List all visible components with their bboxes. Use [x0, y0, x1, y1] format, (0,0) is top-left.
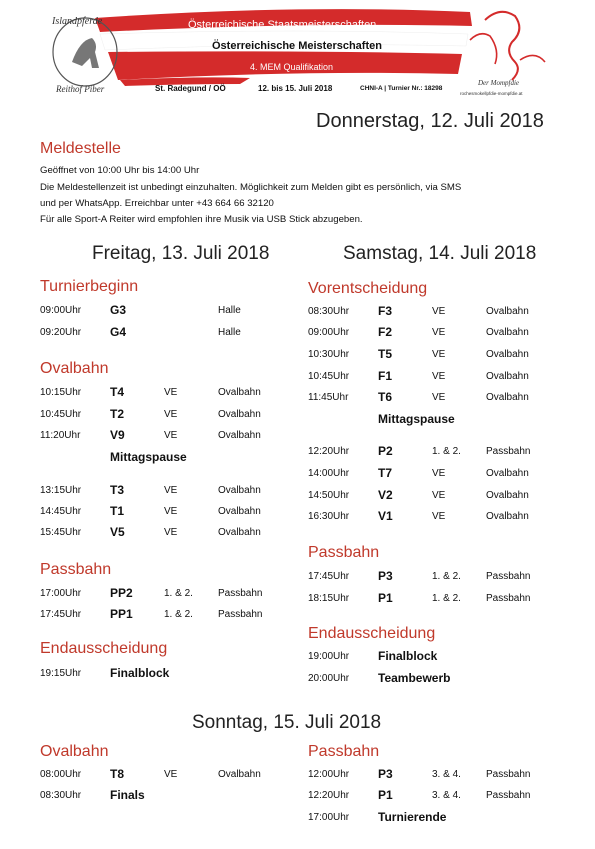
event-class: VE [432, 392, 446, 403]
schedule-row [308, 371, 538, 385]
event-place: Passbahn [218, 588, 263, 599]
schedule-row [308, 812, 538, 826]
meldestelle-line: Für alle Sport-A Reiter wird empfohlen ihre Musik via USB Stick abzugeben. [40, 214, 363, 225]
event-place: Ovalbahn [218, 387, 261, 398]
event-class: 1. & 2. [432, 571, 461, 582]
event-place: Ovalbahn [218, 506, 261, 517]
section-meldestelle: Meldestelle [40, 140, 121, 157]
section-title: Vorentscheidung [308, 280, 428, 297]
schedule-row [308, 392, 538, 406]
schedule-row [40, 790, 270, 804]
event-code: V1 [378, 509, 393, 523]
event-time: 08:00Uhr [40, 769, 82, 780]
day-heading-friday: Freitag, 13. Juli 2018 [92, 243, 270, 264]
event-class: VE [164, 387, 178, 398]
logo-right-url: rochesmokellpfdie-mompfdie.at [460, 91, 523, 96]
event-time: 13:15Uhr [40, 485, 82, 496]
event-place: Passbahn [486, 593, 531, 604]
event-time: 18:15Uhr [308, 593, 350, 604]
logo-right-name: Der Mompfdie [478, 79, 520, 87]
event-place: Ovalbahn [486, 371, 529, 382]
header-banner [0, 0, 595, 105]
event-code: T2 [110, 407, 125, 421]
section-title: Ovalbahn [40, 360, 109, 377]
event-time: 15:45Uhr [40, 527, 82, 538]
event-place: Ovalbahn [486, 306, 529, 317]
event-place: Ovalbahn [486, 511, 529, 522]
section-title: Passbahn [308, 544, 380, 561]
event-time: 14:45Uhr [40, 506, 82, 517]
event-code: PP1 [110, 607, 133, 621]
section-title: Ovalbahn [40, 743, 109, 760]
schedule-row [40, 609, 270, 623]
section-title: Passbahn [40, 561, 112, 578]
section-title: Turnierbeginn [40, 278, 139, 295]
schedule-row [308, 446, 538, 460]
meldestelle-line: Geöffnet von 10:00 Uhr bis 14:00 Uhr [40, 165, 200, 176]
event-class: VE [164, 430, 178, 441]
schedule-row [308, 490, 538, 504]
header-location: St. Radegund / OÖ [155, 84, 226, 93]
event-place: Ovalbahn [486, 349, 529, 360]
event-time: 14:00Uhr [308, 468, 350, 479]
event-place: Passbahn [486, 571, 531, 582]
event-class: VE [164, 769, 178, 780]
event-time: 10:45Uhr [308, 371, 350, 382]
schedule-row [308, 468, 538, 482]
schedule-row [308, 327, 538, 341]
event-code: T8 [110, 767, 125, 781]
event-class: 3. & 4. [432, 790, 461, 801]
event-time: 09:00Uhr [308, 327, 350, 338]
event-place: Ovalbahn [218, 769, 261, 780]
event-time: 19:00Uhr [308, 651, 350, 662]
header-title-1: Österreichische Staatsmeisterschaften [188, 19, 377, 31]
event-code: T3 [110, 483, 125, 497]
schedule-row [40, 409, 270, 423]
event-time: 12:20Uhr [308, 790, 350, 801]
event-time: 17:45Uhr [308, 571, 350, 582]
event-code: P2 [378, 444, 393, 458]
logo-left-title: Islandpferde [52, 16, 103, 27]
event-time: 12:00Uhr [308, 769, 350, 780]
event-time: 11:20Uhr [40, 430, 81, 441]
event-time: 12:20Uhr [308, 446, 350, 457]
event-place: Halle [218, 305, 241, 316]
event-code: Finalblock [378, 649, 438, 663]
event-code: PP2 [110, 586, 133, 600]
event-code: P1 [378, 788, 393, 802]
header-dates: 12. bis 15. Juli 2018 [258, 84, 333, 93]
event-class: VE [432, 306, 446, 317]
header-title-3: 4. MEM Qualifikation [250, 62, 334, 72]
event-place: Ovalbahn [486, 468, 529, 479]
meldestelle-line: Die Meldestellenzeit ist unbedingt einzuhalten. Möglichkeit zum Melden gibt es persönlich, via SMS [40, 182, 462, 193]
event-time: 10:30Uhr [308, 349, 350, 360]
schedule-row [308, 769, 538, 783]
event-code: F1 [378, 369, 393, 383]
schedule-row [40, 668, 270, 682]
event-code: T5 [378, 347, 393, 361]
schedule-row [40, 327, 270, 341]
event-class: VE [432, 511, 446, 522]
event-time: 10:45Uhr [40, 409, 82, 420]
event-time: 17:45Uhr [40, 609, 82, 620]
section-title: Endausscheidung [40, 640, 168, 657]
event-code: G4 [110, 325, 127, 339]
section-title: Passbahn [308, 743, 380, 760]
event-time: 17:00Uhr [40, 588, 82, 599]
event-code: T6 [378, 390, 393, 404]
event-code: Turnierende [378, 810, 447, 824]
event-code: V9 [110, 428, 125, 442]
schedule-row [40, 769, 270, 783]
event-code: F3 [378, 304, 393, 318]
event-time: 19:15Uhr [40, 668, 82, 679]
event-place: Ovalbahn [218, 485, 261, 496]
event-place: Ovalbahn [218, 409, 261, 420]
event-class: 1. & 2. [432, 593, 461, 604]
event-code: V5 [110, 525, 125, 539]
day-heading-thursday: Donnerstag, 12. Juli 2018 [316, 110, 544, 132]
event-place: Halle [218, 327, 241, 338]
header-turnier: CHNI-A | Turnier Nr.: 18298 [360, 85, 443, 92]
event-time: 20:00Uhr [308, 673, 350, 684]
event-class: 1. & 2. [432, 446, 461, 457]
event-class: VE [432, 371, 446, 382]
schedule-row [308, 593, 538, 607]
schedule-row [308, 673, 538, 687]
event-class: VE [432, 327, 446, 338]
event-code: P3 [378, 569, 393, 583]
day-heading-sunday: Sonntag, 15. Juli 2018 [192, 712, 382, 733]
section-title: Endausscheidung [308, 625, 436, 642]
meldestelle-line: und per WhatsApp. Erreichbar unter +43 664 66 32120 [40, 198, 274, 209]
event-code: T4 [110, 385, 125, 399]
schedule-row [308, 349, 538, 363]
schedule-row [308, 651, 538, 665]
event-time: 14:50Uhr [308, 490, 350, 501]
event-code: P3 [378, 767, 393, 781]
event-time: 09:20Uhr [40, 327, 82, 338]
schedule-row [308, 414, 538, 428]
event-place: Passbahn [486, 769, 531, 780]
event-time: 09:00Uhr [40, 305, 82, 316]
event-time: 16:30Uhr [308, 511, 350, 522]
event-place: Passbahn [486, 790, 531, 801]
schedule-row [308, 511, 538, 525]
event-time: 08:30Uhr [40, 790, 82, 801]
schedule-row [40, 485, 270, 499]
event-place: Ovalbahn [486, 327, 529, 338]
schedule-row [40, 527, 270, 541]
schedule-row [308, 306, 538, 320]
event-code: P1 [378, 591, 393, 605]
event-code: Finalblock [110, 666, 170, 680]
event-time: 11:45Uhr [308, 392, 349, 403]
logo-left-subtitle: Reithof Piber [56, 84, 105, 94]
event-code: T7 [378, 466, 393, 480]
event-class: VE [164, 527, 178, 538]
event-place: Ovalbahn [218, 527, 261, 538]
event-class: 1. & 2. [164, 609, 193, 620]
event-code: Mittagspause [110, 450, 187, 464]
event-time: 08:30Uhr [308, 306, 350, 317]
schedule-row [40, 588, 270, 602]
schedule-row [40, 305, 270, 319]
event-place: Ovalbahn [486, 392, 529, 403]
event-place: Ovalbahn [486, 490, 529, 501]
event-class: VE [432, 349, 446, 360]
event-code: G3 [110, 303, 127, 317]
event-time: 10:15Uhr [40, 387, 82, 398]
event-place: Passbahn [486, 446, 531, 457]
event-class: 1. & 2. [164, 588, 193, 599]
event-code: Teambewerb [378, 671, 451, 685]
event-code: Finals [110, 788, 145, 802]
event-class: VE [164, 485, 178, 496]
schedule-row [308, 571, 538, 585]
schedule-row [40, 387, 270, 401]
header-title-2: Österreichische Meisterschaften [212, 40, 382, 52]
schedule-row [40, 506, 270, 520]
event-code: V2 [378, 488, 393, 502]
event-code: T1 [110, 504, 125, 518]
schedule-row [40, 430, 270, 444]
event-place: Ovalbahn [218, 430, 261, 441]
event-time: 17:00Uhr [308, 812, 350, 823]
schedule-row [308, 790, 538, 804]
event-place: Passbahn [218, 609, 263, 620]
event-class: 3. & 4. [432, 769, 461, 780]
day-heading-saturday: Samstag, 14. Juli 2018 [343, 243, 537, 264]
event-class: VE [432, 468, 446, 479]
event-class: VE [432, 490, 446, 501]
event-class: VE [164, 506, 178, 517]
event-code: F2 [378, 325, 393, 339]
event-class: VE [164, 409, 178, 420]
event-code: Mittagspause [378, 412, 455, 426]
schedule-row [40, 452, 270, 466]
